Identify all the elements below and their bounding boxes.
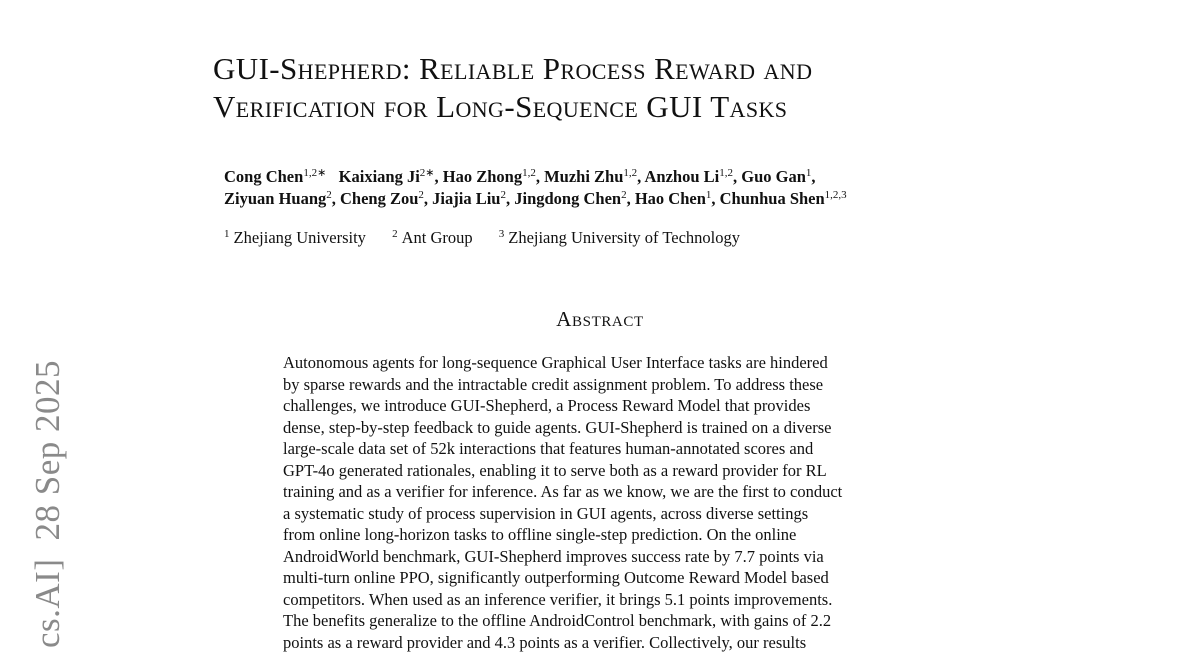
title-line-1: GUI-Shepherd: Reliable Process Reward and	[213, 50, 1033, 88]
abstract-line: Autonomous agents for long-sequence Graphical User Interface tasks are hindered	[283, 352, 923, 374]
abstract-line: multi-turn online PPO, significantly outperforming Outcome Reward Model based	[283, 567, 923, 589]
author: Jingdong Chen$^2$	[514, 189, 626, 208]
author: Hao Zhong$^{1,2}$	[443, 167, 536, 186]
author-row-1: Cong Chen$^{1,2∗}$ Kaixiang $Ji^{2∗}$, Hao Zhong$^{1,2}$, Muzhi Zhu$^{1,2}$, Anzhou Li$^{1,2}$, Guo Gan$^1$,	[224, 166, 1124, 188]
paper-title	[213, 50, 1033, 126]
abstract-line: The benefits generalize to the offline AndroidControl benchmark, with gains of 2.2	[283, 610, 923, 632]
affiliation: $^3$ Zhejiang University of Technology	[499, 228, 740, 248]
author: Kaixiang $Ji^{2∗}$	[339, 167, 435, 186]
abstract-heading: Abstract	[0, 307, 1200, 332]
arxiv-category: cs.AI]	[28, 559, 68, 649]
author: Cong Chen$^{1,2∗}$	[224, 167, 326, 186]
author: Chunhua Shen$^{1,2,3}$	[720, 189, 847, 208]
author-list	[224, 166, 1124, 210]
author: Jiajia Liu$^2$	[432, 189, 506, 208]
abstract-line: challenges, we introduce GUI-Shepherd, a Process Reward Model that provides	[283, 395, 923, 417]
title-line-2: Verification for Long-Sequence GUI Tasks	[213, 88, 1033, 126]
author: Muzhi Zhu$^{1,2}$	[544, 167, 637, 186]
author: Hao Chen$^1$	[635, 189, 712, 208]
author: Ziyuan Huang$^2$	[224, 189, 332, 208]
author: Anzhou Li$^{1,2}$	[645, 167, 733, 186]
abstract-line: by sparse rewards and the intractable credit assignment problem. To address these	[283, 374, 923, 396]
abstract-line: points as a reward provider and 4.3 points as a verifier. Collectively, our results	[283, 632, 923, 653]
affiliation: $^2$ Ant Group	[392, 228, 473, 248]
abstract-line: large-scale data set of 52k interactions that features human-annotated scores and	[283, 438, 923, 460]
author-row-2: Ziyuan Huang$^2$, Cheng Zou$^2$, Jiajia Liu$^2$, Jingdong Chen$^2$, Hao Chen$^1$, Chunhua Shen$^{1,2,3}$	[224, 188, 1124, 210]
abstract-line: from online long-horizon tasks to offline single-step prediction. On the online	[283, 524, 923, 546]
arxiv-date: 28 Sep 2025	[28, 360, 68, 541]
abstract-line: competitors. When used as an inference verifier, it brings 5.1 points improvements.	[283, 589, 923, 611]
abstract-line: dense, step-by-step feedback to guide agents. GUI-Shepherd is trained on a diverse	[283, 417, 923, 439]
abstract-line: a systematic study of process supervision in GUI agents, across diverse settings	[283, 503, 923, 525]
abstract-line: training and as a verifier for inference. As far as we know, we are the first to conduct	[283, 481, 923, 503]
affiliation-list	[224, 228, 762, 248]
abstract-body	[283, 352, 923, 653]
author: Cheng Zou$^2$	[340, 189, 424, 208]
abstract-line: GPT-4o generated rationales, enabling it to serve both as a reward provider for RL	[283, 460, 923, 482]
affiliation: $^1$ Zhejiang University	[224, 228, 366, 248]
arxiv-stamp	[28, 360, 68, 648]
abstract-line: AndroidWorld benchmark, GUI-Shepherd improves success rate by 7.7 points via	[283, 546, 923, 568]
author: Guo Gan$^1$	[741, 167, 811, 186]
